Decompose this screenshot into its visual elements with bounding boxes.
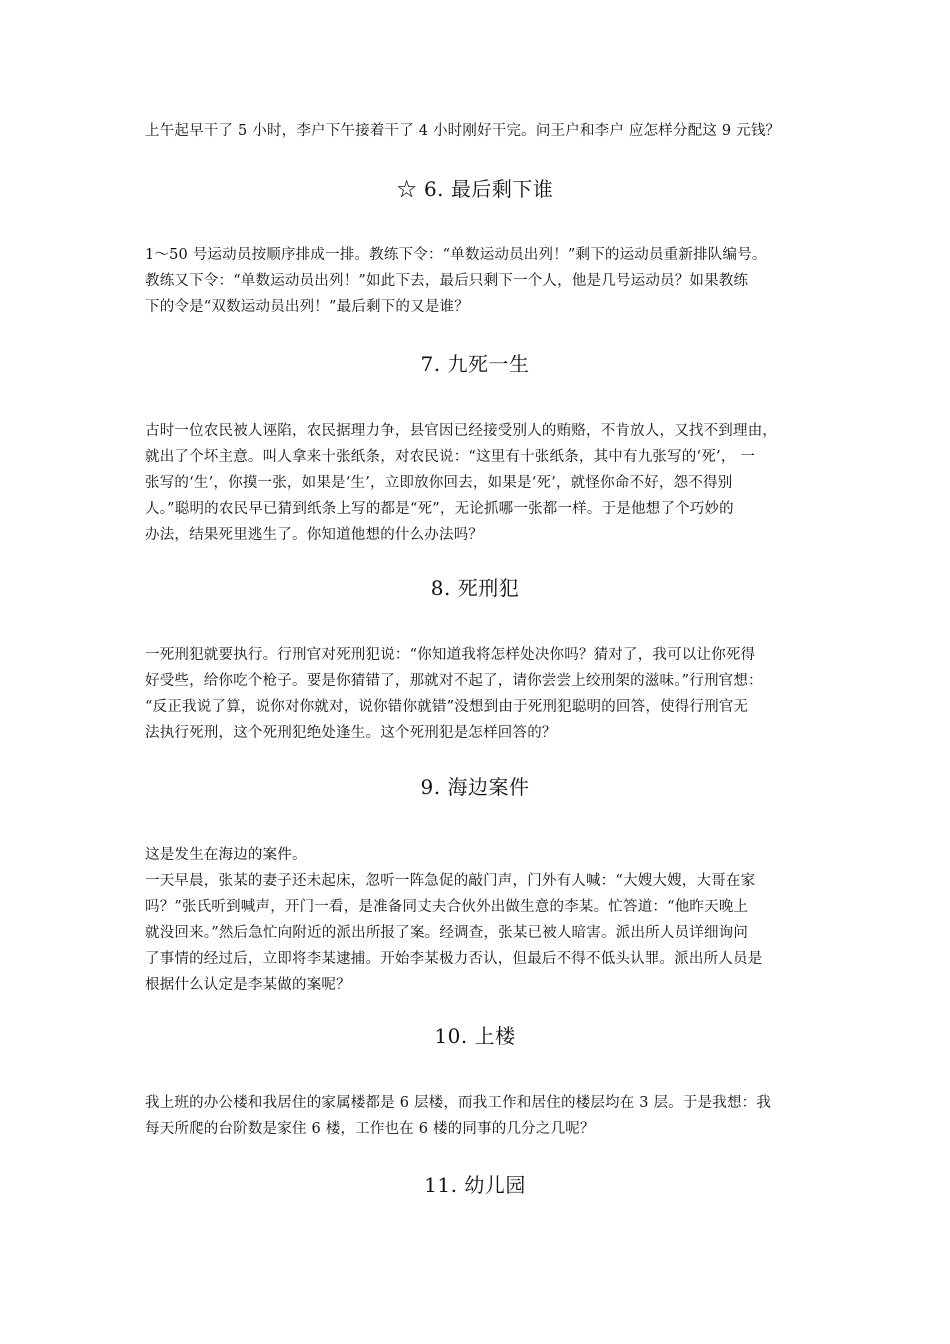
text-line: 就没回来。”然后急忙向附近的派出所报了案。经调查，张某已被人暗害。派出所人员详细询问 [145,925,749,941]
text-line: 一死刑犯就要执行。行刑官对死刑犯说：“你知道我将怎样处决你吗？猜对了，我可以让你死得 [145,647,756,663]
text-line: 下的令是“双数运动员出列！”最后剩下的又是谁？ [145,299,469,315]
text-line: 人。”聪明的农民早已猜到纸条上写的都是“死”，无论抓哪一张都一样。于是他想了个巧妙的 [145,501,734,517]
section-title-10: 10. 上楼 [434,1024,516,1048]
section-title-7: 7. 九死一生 [420,352,530,376]
text-line: 办法，结果死里逃生了。你知道他想的什么办法吗？ [145,527,484,543]
text-line: 1～50 号运动员按顺序排成一排。教练下令：“单数运动员出列！”剩下的运动员重新排队编号。 [145,247,767,263]
section-6-paragraph [145,242,809,320]
text-line: 吗？”张氏听到喊声，开门一看，是准备同丈夫合伙外出做生意的李某。忙答道：“他昨天晚上 [145,899,749,915]
text-line: 就出了个坏主意。叫人拿来十张纸条，对农民说：“这里有十张纸条，其中有九张写的‘死’， 一 [145,449,756,465]
text-line: 了事情的经过后，立即将李某逮捕。开始李某极力否认，但最后不得不低头认罪。派出所人员是 [145,951,763,967]
text-line: 这是发生在海边的案件。 [145,847,307,863]
section-7-paragraph [145,418,809,548]
section-10-paragraph [145,1090,809,1142]
text-line: 古时一位农民被人诬陷，农民据理力争，县官因已经接受别人的贿赂，不肯放人，又找不到理由， [145,423,778,439]
text-line: “反正我说了算，说你对你就对，说你错你就错”没想到由于死刑犯聪明的回答，使得行刑官无 [145,699,749,715]
section-title-8: 8. 死刑犯 [430,576,520,600]
text-line: 一天早晨，张某的妻子还未起床，忽听一阵急促的敲门声，门外有人喊：“大嫂大嫂，大哥在家 [145,873,756,889]
text-line: 法执行死刑，这个死刑犯绝处逢生。这个死刑犯是怎样回答的？ [145,725,557,741]
text-line: 上午起早干了 5 小时，李户下午接着干了 4 小时刚好干完。问王户和李户 应怎样分配这 9 元钱？ [145,123,781,139]
text-line: 我上班的办公楼和我居住的家属楼都是 6 层楼，而我工作和居住的楼层均在 3 层。于是我想：我 [145,1095,772,1111]
text-line: 教练又下令：“单数运动员出列！”如此下去，最后只剩下一个人，他是几号运动员？如果教练 [145,273,749,289]
text-line: 每天所爬的台阶数是家住 6 楼，工作也在 6 楼的同事的几分之几呢？ [145,1121,595,1137]
text-line: 根据什么认定是李某做的案呢？ [145,977,351,993]
section-title-11: 11. 幼儿园 [424,1173,526,1197]
section-title-6: ☆ 6. 最后剩下谁 [396,177,554,201]
section-9-paragraph [145,842,809,998]
text-line: 张写的‘生’，你摸一张，如果是‘生’，立即放你回去，如果是‘死’，就怪你命不好，怨不得别 [145,475,733,491]
section-title-9: 9. 海边案件 [420,775,530,799]
intro-paragraph [145,118,809,144]
section-8-paragraph [145,642,809,746]
text-line: 好受些，给你吃个枪子。要是你猜错了，那就对不起了，请你尝尝上绞刑架的滋味。”行刑官想： [145,673,763,689]
